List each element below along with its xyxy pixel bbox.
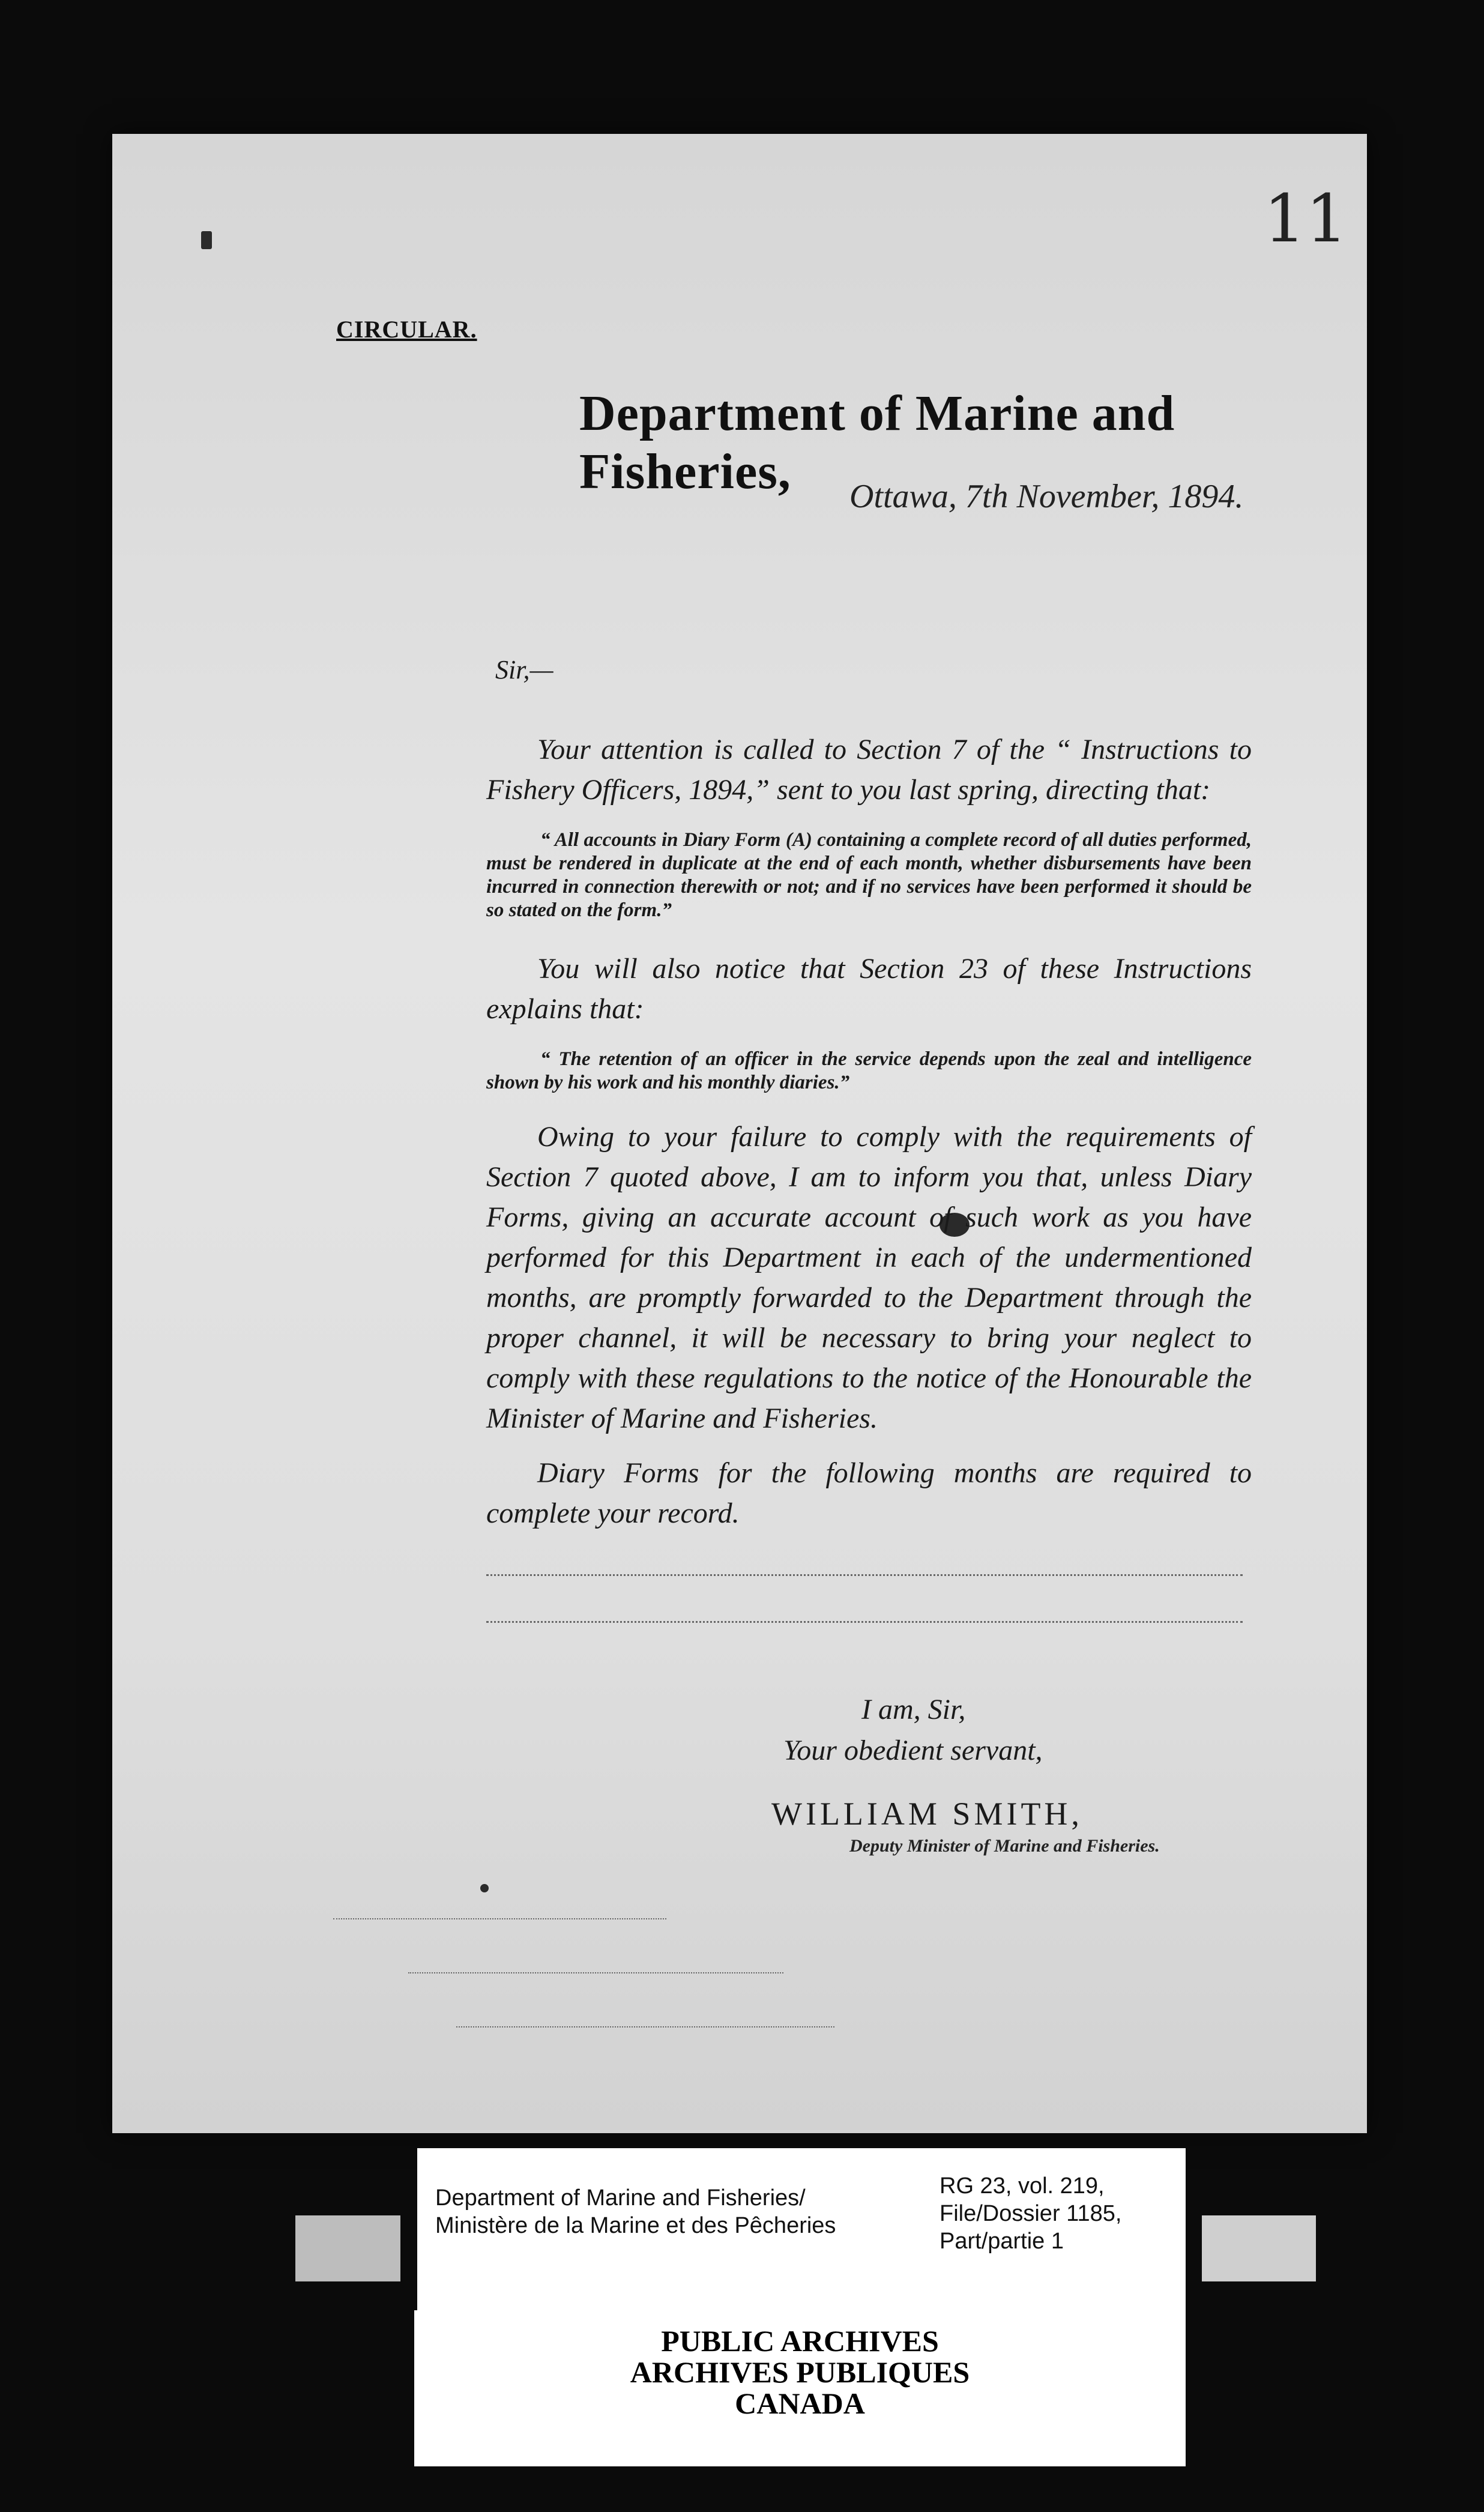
film-edge-right (1202, 2215, 1316, 2281)
stamp-line-1: PUBLIC ARCHIVES (661, 2324, 939, 2358)
closing-line-2: Your obedient servant, (783, 1735, 1043, 1766)
label-rg-volume: RG 23, vol. 219, (940, 2173, 1105, 2199)
ink-mark (201, 231, 212, 249)
archive-reference-label (417, 2148, 1186, 2310)
department-heading: Department of Marine and Fisheries, (579, 385, 1175, 500)
label-fonds (435, 2184, 836, 2239)
months-line-1 (486, 1574, 1243, 1576)
signer-name: WILLIAM SMITH, (771, 1796, 1083, 1832)
label-fonds-fr: Ministère de la Marine et des Pêcheries (435, 2213, 836, 2238)
label-reference (940, 2172, 1121, 2255)
signer-title: Deputy Minister of Marine and Fisheries. (849, 1836, 1160, 1856)
film-edge-left (295, 2215, 400, 2281)
stamp-line-2: ARCHIVES PUBLIQUES (630, 2355, 970, 2389)
salutation: Sir,— (495, 655, 553, 684)
closing-line-1: I am, Sir, (861, 1694, 966, 1725)
label-file: File/Dossier 1185, (940, 2201, 1122, 2226)
paragraph-3: Owing to your failure to comply with the requirements of Section 7 quoted above, I am to inform you that, unless Diary Forms, giving an accurate account of such work as you have performed for this Department in each of the undermentioned months, are promptly forwarded to the Department through the proper channel, it will be necessary to bring your neglect to comply with these regulations to the notice of the Honourable the Minister of Marine and Fisheries. (486, 1121, 1252, 1434)
quote-section-23: “ The retention of an officer in the service depends upon the zeal and intelligence shown by his work and his monthly diaries.” (486, 1048, 1252, 1093)
circular-label: CIRCULAR. (336, 316, 477, 343)
label-fonds-en: Department of Marine and Fisheries/ (435, 2185, 806, 2211)
address-line-2 (408, 1972, 783, 1973)
archive-stamp (414, 2310, 1186, 2466)
dateline: Ottawa, 7th November, 1894. (849, 478, 1244, 515)
stamp-line-3: CANADA (735, 2387, 865, 2420)
paragraph-1: Your attention is called to Section 7 of the “ Instructions to Fishery Officers, 1894,” sent to you last spring, directing that: (486, 734, 1252, 806)
paragraph-4: Diary Forms for the following months are required to complete your record. (486, 1457, 1252, 1529)
address-line-1 (333, 1918, 666, 1919)
paragraph-2: You will also notice that Section 23 of these Instructions explains that: (486, 953, 1252, 1025)
address-line-3 (456, 2026, 834, 2027)
months-line-2 (486, 1621, 1243, 1623)
archive-stamp-text (414, 2325, 1186, 2419)
label-part: Part/partie 1 (940, 2229, 1064, 2254)
ink-dot (480, 1884, 489, 1892)
quote-section-7: “ All accounts in Diary Form (A) containing a complete record of all duties performed, must be rendered in duplicate at the end of each month, whether disbursements have been incurred in connection therewith or not; and if no services have been performed it should be so stated on the form.” (486, 829, 1252, 921)
pencil-folio-mark: 11 (1264, 180, 1348, 257)
